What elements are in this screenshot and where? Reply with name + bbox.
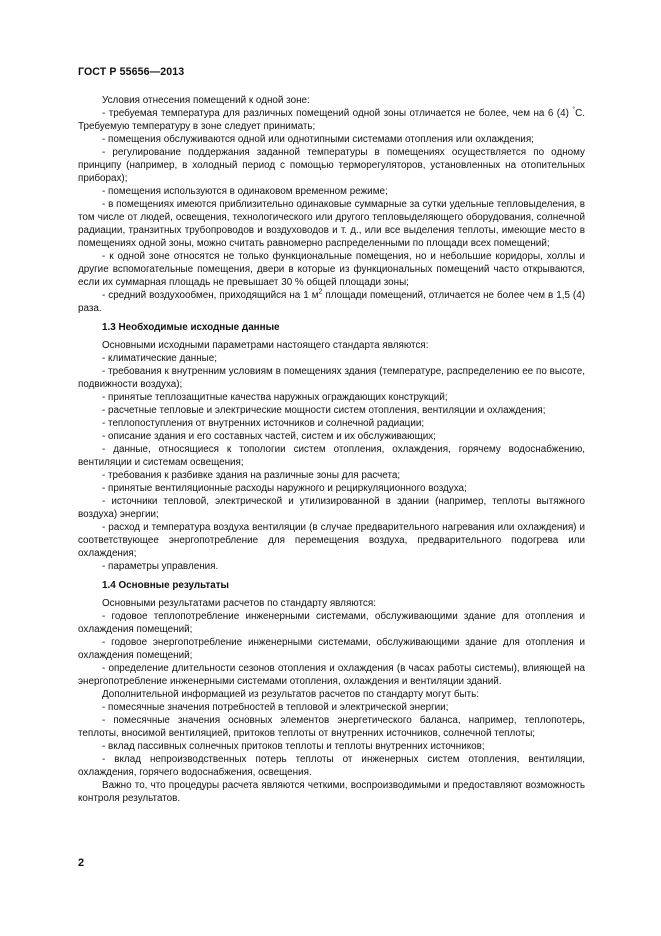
input-data-item: - климатические данные; [102, 353, 217, 364]
document-header: ГОСТ Р 55656—2013 [78, 66, 185, 78]
section-heading-1-4: 1.4 Основные результаты [102, 580, 229, 591]
input-data-item: - принятые вентиляционные расходы наружного и рециркуляционного воздуха; [102, 483, 467, 494]
input-data-item: - параметры управления. [102, 561, 219, 572]
input-data-item: - источники тепловой, электрической и утилизированной в здании (например, теплоты вытяжного воздуха) энергии; [78, 496, 585, 520]
input-data-item: - теплопоступления от внутренних источников и солнечной радиации; [102, 418, 425, 429]
extra-result-item: - вклад пассивных солнечных притоков теплоты и теплоты внутренних источников; [102, 741, 485, 752]
zone-condition-item: - регулирование поддержания заданной температуры в помещениях осуществляется по одному принципу (например, в холодный период с помощью терморегуляторов, установленных на отопительных приборах); [78, 147, 585, 184]
closing-paragraph: Важно то, что процедуры расчета являются четкими, воспроизводимыми и предоставляют возможность контроля результатов. [78, 780, 585, 804]
input-data-item: - данные, относящиеся к топологии систем отопления, охлаждения, горячему водоснабжению, вентиляции и системам освещения; [78, 444, 585, 468]
result-item: - годовое энергопотребление инженерными системами, обслуживающими здание для отопления и охлаждения помещений; [78, 637, 585, 661]
extra-results-intro: Дополнительной информацией из результатов расчетов по стандарту могут быть: [102, 689, 480, 700]
input-data-item: - расход и температура воздуха вентиляции (в случае предварительного нагревания или охлаждения) и соответствующее энергопотребление для перемещения воздуха, предварительного подогрева или охлаждения; [78, 522, 585, 559]
zone-condition-item: - в помещениях имеются приблизительно одинаковые суммарные за сутки удельные тепловыделения, в том числе от людей, освещения, технологического или другого тепловыделяющего оборудования, солнечной радиации, транзитных трубопроводов и воздуховодов и т. д., или все выделения теплоты, имеющие место в помещениях одной зоны, можно считать равномерно распределенными по площади всех помещений; [78, 199, 585, 249]
section-1-3-intro: Основными исходными параметрами настоящего стандарта являются: [102, 340, 429, 351]
temp-text-b: С. Требуемую температуру в зоне следует принимать; [78, 108, 585, 132]
air-text-b: площади помещений, отличается не более чем в 1,5 (4) раза. [78, 290, 585, 314]
document-body [78, 94, 585, 805]
input-data-item: - требования к разбивке здания на различные зоны для расчета; [102, 470, 401, 481]
section-1-4-intro: Основными результатами расчетов по стандарту являются: [102, 598, 376, 609]
zone-condition-item: - к одной зоне относятся не только функциональные помещения, но и небольшие коридоры, холлы и другие вспомогательные помещения, двери в которые из функциональных помещений часто открываются, если их суммарная площадь не превышает 30 % общей площади зоны; [78, 251, 585, 288]
input-data-item: - расчетные тепловые и электрические мощности систем отопления, вентиляции и охлаждения; [102, 405, 546, 416]
input-data-item: - принятые теплозащитные качества наружных ограждающих конструкций; [102, 392, 448, 403]
page-number: 2 [78, 857, 85, 869]
zone-condition-item: - помещения используются в одинаковом временном режиме; [102, 186, 388, 197]
zone-conditions-intro: Условия отнесения помещений к одной зоне: [102, 95, 310, 106]
input-data-item: - описание здания и его составных частей, систем и их обслуживающих; [102, 431, 436, 442]
zone-condition-item: - помещения обслуживаются одной или однотипными системами отопления или охлаждения; [102, 134, 534, 145]
input-data-item: - требования к внутренним условиям в помещениях здания (температуре, распределению ее по высоте, подвижности воздуха); [78, 366, 585, 390]
result-item: - определение длительности сезонов отопления и охлаждения (в часах работы системы), влияющей на энергопотребление инженерными системами отопления, охлаждения и вентиляции зданий. [78, 663, 585, 687]
zone-condition-airflow [78, 289, 585, 315]
zone-condition-temperature [78, 107, 585, 133]
extra-result-item: - вклад непроизводственных потерь теплоты от инженерных систем отопления, вентиляции, охлаждения, горячего водоснабжения, освещения. [78, 754, 585, 778]
square-mark: 2 [318, 288, 323, 296]
result-item: - годовое теплопотребление инженерными системами, обслуживающими здание для отопления и охлаждения помещений; [78, 611, 585, 635]
degree-mark: ° [572, 106, 576, 114]
section-heading-1-3: 1.3 Необходимые исходные данные [102, 322, 280, 333]
extra-result-item: - помесячные значения основных элементов энергетического баланса, например, теплопотерь, теплоты, вносимой вентиляцией, притоков теплоты от внутренних источников, солнечной теплоты; [78, 715, 585, 739]
temp-text-a: - требуемая температура для различных помещений одной зоны отличается не более, чем на 6 (4) [102, 108, 573, 119]
extra-result-item: - помесячные значения потребностей в тепловой и электрической энергии; [102, 702, 449, 713]
air-text-a: - средний воздухообмен, приходящийся на 1 м [102, 290, 319, 301]
